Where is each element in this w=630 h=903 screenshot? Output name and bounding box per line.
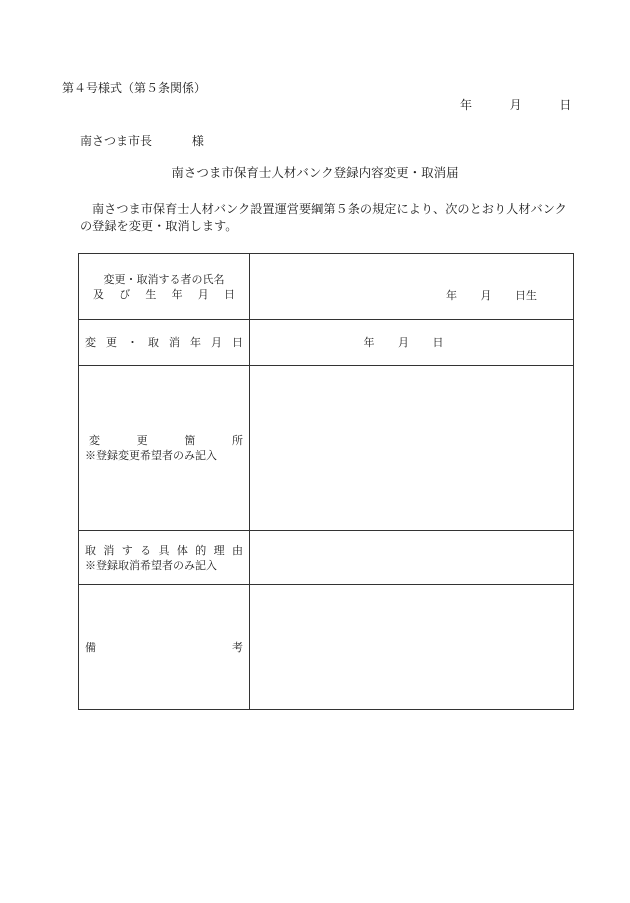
date-day-label: 日	[559, 98, 572, 112]
change-date-field[interactable]	[250, 320, 574, 366]
label-change-items	[79, 366, 250, 531]
birth-month-label: 月	[480, 289, 492, 302]
row-remarks	[79, 585, 574, 710]
name-birthdate-field[interactable]	[250, 254, 574, 320]
change-items-field[interactable]	[250, 366, 574, 531]
submission-date	[460, 97, 571, 113]
label-cancel-reason-note: ※登録取消希望者のみ記入	[85, 558, 217, 572]
addressee-name: 南さつま市長	[80, 134, 153, 148]
addressee	[80, 133, 204, 149]
change-year-label: 年	[363, 336, 375, 349]
addressee-honorific: 様	[191, 134, 204, 148]
form-table	[78, 253, 574, 710]
row-change-items	[79, 366, 574, 531]
row-name-birthdate	[79, 254, 574, 320]
date-year-label: 年	[460, 98, 473, 112]
form-number: 第４号様式（第５条関係）	[62, 81, 207, 95]
label-name-line2: 及 び 生 年 月 日	[93, 287, 235, 301]
birth-year-label: 年	[446, 289, 457, 302]
remarks-field[interactable]	[250, 585, 574, 710]
label-change-items-note: ※登録変更希望者のみ記入	[85, 449, 217, 462]
row-change-date	[79, 320, 574, 366]
label-cancel-reason	[79, 531, 250, 585]
label-name-line1: 変更・取消する者の氏名	[103, 272, 225, 286]
document-title: 南さつま市保育士人材バンク登録内容変更・取消届	[171, 165, 459, 180]
date-month-label: 月	[509, 98, 522, 112]
label-remarks: 備 考	[79, 585, 250, 710]
label-name-birthdate	[79, 254, 250, 320]
change-day-label: 日	[432, 336, 444, 349]
birth-day-label: 日生	[515, 289, 537, 302]
change-month-label: 月	[398, 336, 409, 349]
label-cancel-reason-line1: 取 消 す る 具 体 的 理 由	[85, 543, 243, 557]
cancel-reason-field[interactable]	[250, 531, 574, 585]
label-change-date: 変 更 ・ 取 消 年 月 日	[79, 320, 250, 366]
row-cancel-reason	[79, 531, 574, 585]
body-text: 南さつま市保育士人材バンク設置運営要綱第５条の規定により、次のとおり人材バンクの登録を変更・取消します。	[80, 202, 567, 233]
label-change-items-line1: 変 更 箇 所	[89, 434, 243, 447]
